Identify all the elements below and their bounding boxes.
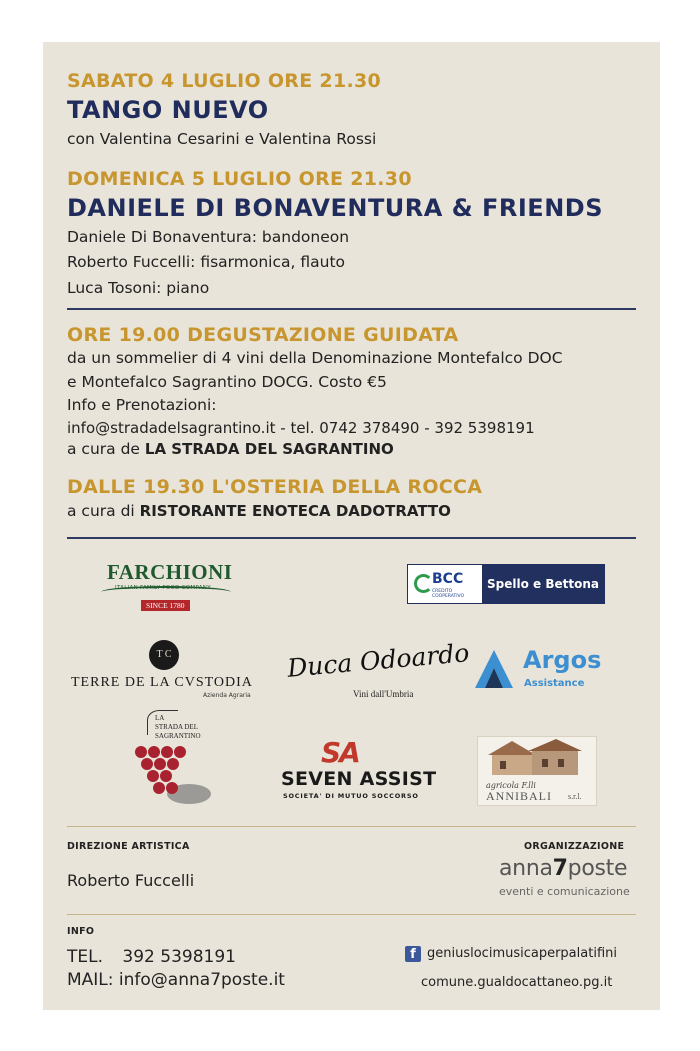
event2-title: DANIELE DI BONAVENTURA & FRIENDS (67, 194, 603, 222)
mail-label: MAIL: (67, 970, 114, 990)
strada-line-2: STRADA DEL (155, 723, 198, 731)
farchioni-since: SINCE 1780 (141, 600, 190, 611)
divider-gold-2 (67, 914, 636, 915)
custodia-sub: Azienda Agraria (203, 692, 251, 699)
event1-performers: con Valentina Cesarini e Valentina Rossi (67, 130, 377, 148)
strada-text (155, 714, 201, 741)
strada-line-1: LA (155, 714, 165, 722)
bcc-symbol-icon (414, 574, 433, 593)
bcc-name: BCC (432, 571, 464, 587)
anna7poste-name-b: 7 (552, 856, 568, 881)
argos-logo (473, 648, 613, 692)
direzione-name: Roberto Fuccelli (67, 871, 195, 890)
tasting-curated-prefix: a cura de (67, 440, 140, 458)
website-link[interactable]: comune.gualdocattaneo.pg.it (421, 975, 613, 990)
strada-grapes-icon (119, 742, 219, 808)
event2-line-3: Luca Tosoni: piano (67, 279, 210, 297)
custodia-name: TERRE DE LA CVSTODIA (71, 675, 253, 690)
mail-line (67, 970, 285, 990)
osteria-curated-prefix: a cura di (67, 502, 135, 520)
tasting-curated (67, 440, 394, 458)
argos-sub: Assistance (524, 678, 585, 689)
tel-value[interactable]: 392 5398191 (122, 947, 236, 967)
duca-logo (286, 638, 471, 704)
divider-1 (67, 308, 636, 310)
tel-label: TEL. (67, 947, 104, 967)
seven-assist-logo (281, 736, 437, 802)
seven-sub: SOCIETA' DI MUTUO SOCCORSO (283, 792, 419, 800)
annibali-suffix: s.r.l. (568, 792, 582, 801)
strada-line-3: SAGRANTINO (155, 732, 201, 740)
argos-symbol-icon (473, 648, 515, 690)
farchioni-logo (101, 560, 231, 620)
organizzazione-label: ORGANIZZAZIONE (524, 841, 625, 852)
osteria-curated (67, 502, 451, 520)
facebook-icon[interactable]: f (405, 946, 421, 962)
tasting-curated-by: LA STRADA DEL SAGRANTINO (144, 440, 394, 458)
farchioni-name: FARCHIONI (107, 560, 233, 584)
facebook-page[interactable]: geniuslocimusicaperpalatifini (427, 946, 617, 961)
farmhouse-icon (478, 737, 596, 783)
info-label: INFO (67, 926, 95, 937)
osteria-curated-by: RISTORANTE ENOTECA DADOTRATTO (139, 502, 451, 520)
seven-monogram: SA (321, 736, 359, 769)
bcc-mark (410, 567, 480, 601)
tasting-line-2: e Montefalco Sagrantino DOCG. Costo €5 (67, 373, 387, 391)
duca-signature: Duca Odoardo (286, 638, 471, 683)
bcc-sub: CREDITO COOPERATIVO (432, 589, 465, 599)
bcc-logo (407, 564, 605, 604)
anna7poste-name-a: anna (499, 856, 553, 881)
anna7poste-name-c: poste (567, 856, 628, 881)
tasting-contact: info@stradadelsagrantino.it - tel. 0742 378490 - 392 5398191 (67, 419, 535, 437)
divider-2 (67, 537, 636, 539)
custodia-logo (71, 640, 261, 702)
seven-name: SEVEN ASSIST (281, 768, 437, 790)
event1-title: TANGO NUEVO (67, 96, 269, 124)
tasting-line-1: da un sommelier di 4 vini della Denominazione Montefalco DOC (67, 349, 563, 367)
event2-line-1: Daniele Di Bonaventura: bandoneon (67, 228, 350, 246)
event-poster (43, 42, 660, 1010)
annibali-name: ANNIBALI (486, 789, 552, 803)
divider-gold-1 (67, 826, 636, 827)
tasting-line-3: Info e Prenotazioni: (67, 396, 217, 414)
event1-date: SABATO 4 LUGLIO ORE 21.30 (67, 70, 382, 92)
event2-line-2: Roberto Fuccelli: fisarmonica, flauto (67, 253, 346, 271)
mail-value[interactable]: info@anna7poste.it (118, 970, 285, 990)
custodia-monogram: T C (149, 640, 179, 670)
duca-sub: Vini dall'Umbria (353, 689, 414, 699)
strada-logo (119, 710, 219, 806)
anna7poste-name (499, 856, 627, 881)
anna7poste-logo (499, 856, 630, 902)
direzione-label: DIREZIONE ARTISTICA (67, 841, 190, 852)
annibali-logo (477, 736, 597, 806)
bcc-label: Spello e Bettona (482, 565, 604, 603)
argos-name: Argos (523, 646, 602, 674)
anna7poste-sub: eventi e comunicazione (499, 885, 630, 898)
farchioni-tagline: ITALIAN FAMILY FOOD COMPANY (115, 585, 211, 591)
annibali-prefix: agricola F.lli (486, 781, 536, 790)
event2-date: DOMENICA 5 LUGLIO ORE 21.30 (67, 168, 412, 190)
tel-line (67, 947, 236, 967)
tasting-heading: ORE 19.00 DEGUSTAZIONE GUIDATA (67, 324, 459, 346)
osteria-heading: DALLE 19.30 L'OSTERIA DELLA ROCCA (67, 476, 483, 498)
